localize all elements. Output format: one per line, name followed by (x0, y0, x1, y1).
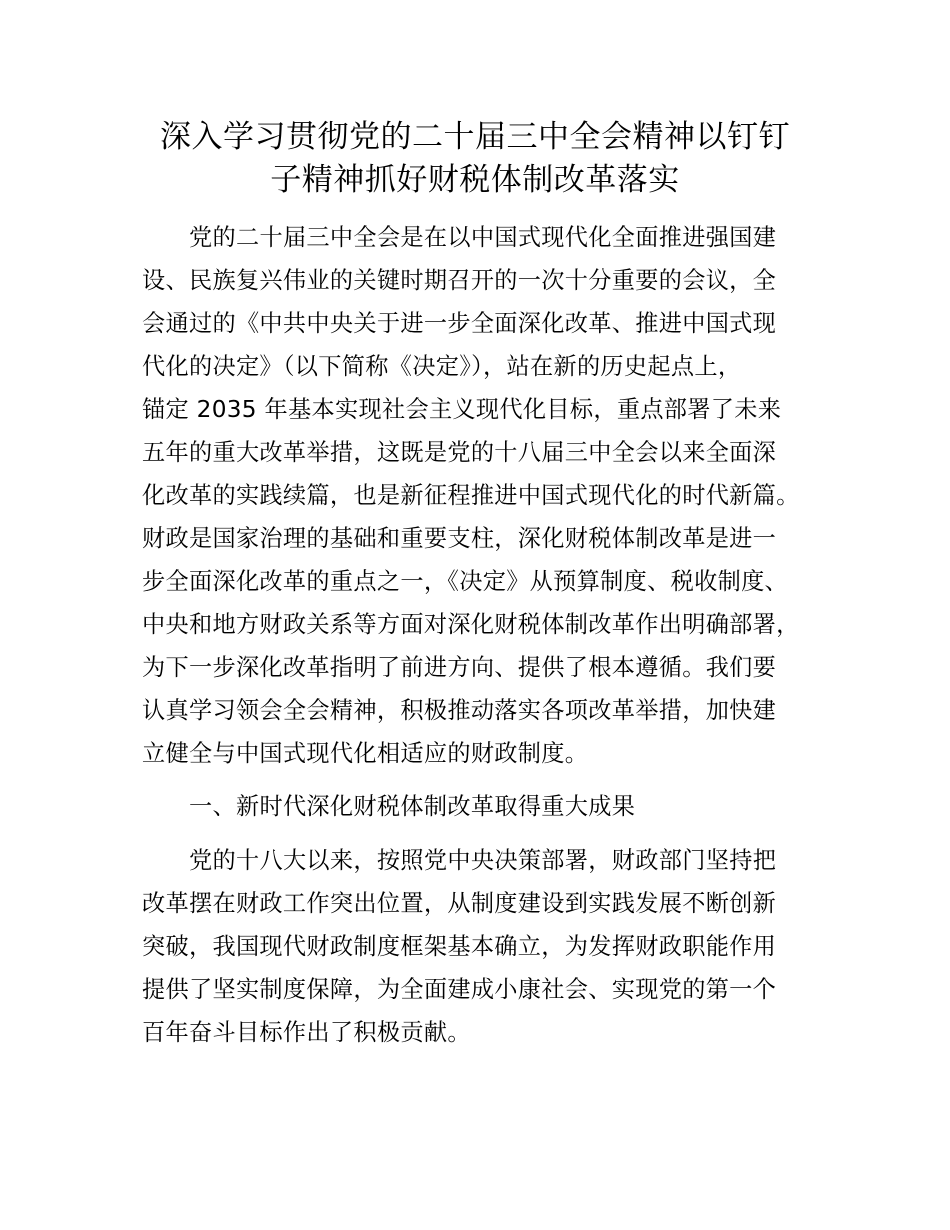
paragraph-line: 百年奋斗目标作出了积极贡献。 (142, 1019, 471, 1046)
paragraph-line: 财政是国家治理的基础和重要支柱，深化财税体制改革是进一 (142, 525, 777, 552)
paragraph-line: 党的十八大以来，按照党中央决策部署，财政部门坚持把 (189, 847, 777, 874)
paragraph-line: 党的二十届三中全会是在以中国式现代化全面推进强国建 (189, 224, 777, 251)
document-title-line-1: 深入学习贯彻党的二十届三中全会精神以钉钉 (160, 119, 790, 155)
paragraph-line: 化改革的实践续篇，也是新征程推进中国式现代化的时代新篇。 (142, 482, 800, 509)
paragraph-line: 五年的重大改革举措，这既是党的十八届三中全会以来全面深 (142, 439, 777, 466)
paragraph-line: 代化的决定》（以下简称《决定》），站在新的历史起点上， (142, 353, 742, 380)
paragraph-line: 突破，我国现代财政制度框架基本确立，为发挥财政职能作用 (142, 933, 777, 960)
paragraph-line: 会通过的《中共中央关于进一步全面深化改革、推进中国式现 (142, 310, 777, 337)
paragraph-line: 立健全与中国式现代化相适应的财政制度。 (142, 740, 589, 767)
paragraph-line: 中央和地方财政关系等方面对深化财税体制改革作出明确部署， (142, 611, 800, 638)
paragraph-line: 为下一步深化改革指明了前进方向、提供了根本遵循。我们要 (142, 654, 777, 681)
section-heading-line: 一、新时代深化财税体制改革取得重大成果 (189, 793, 636, 820)
document-title-line-2: 子精神抓好财税体制改革落实 (270, 162, 680, 198)
paragraph-line: 认真学习领会全会精神，积极推动落实各项改革举措，加快建 (142, 697, 777, 724)
paragraph-line: 锚定 2035 年基本实现社会主义现代化目标，重点部署了未来 (142, 396, 782, 423)
paragraph-line: 改革摆在财政工作突出位置，从制度建设到实践发展不断创新 (142, 890, 777, 917)
paragraph-line: 设、民族复兴伟业的关键时期召开的一次十分重要的会议，全 (142, 267, 777, 294)
paragraph-line: 提供了坚实制度保障，为全面建成小康社会、实现党的第一个 (142, 976, 777, 1003)
paragraph-line: 步全面深化改革的重点之一，《决定》从预算制度、税收制度、 (142, 568, 789, 595)
